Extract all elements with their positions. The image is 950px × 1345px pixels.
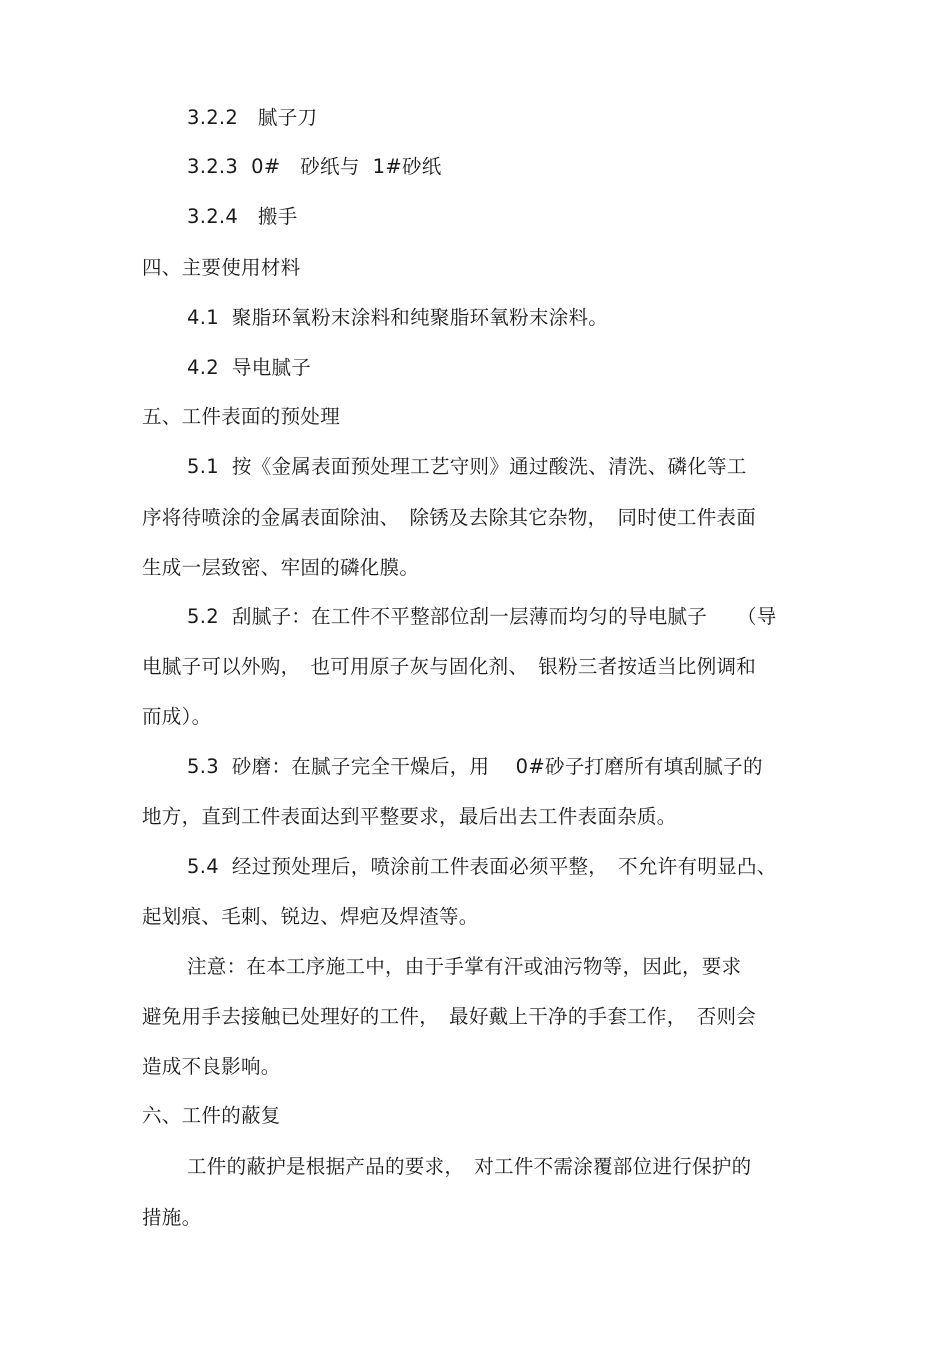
- note-line-3: 造成不良影响。: [142, 1055, 281, 1078]
- item-3-2-4: 3.2.4 搬手: [187, 205, 298, 228]
- item-4-1: 4.1 聚脂环氧粉末涂料和纯聚脂环氧粉末涂料。: [187, 306, 609, 329]
- section-5-heading: 五、工件表面的预处理: [142, 405, 341, 428]
- section-6-heading: 六、工件的蔽复: [142, 1104, 281, 1127]
- note-line-2: 避免用手去接触已处理好的工件， 最好戴上干净的手套工作， 否则会: [142, 1005, 757, 1028]
- para-5-3-line-2: 地方，直到工件表面达到平整要求，最后出去工件表面杂质。: [142, 805, 677, 828]
- item-3-2-2: 3.2.2 腻子刀: [187, 106, 318, 129]
- para-5-4-line-1: 5.4 经过预处理后，喷涂前工件表面必须平整， 不允许有明显凸、: [187, 855, 777, 878]
- para-6-line-2: 措施。: [142, 1206, 202, 1229]
- para-5-1-line-3: 生成一层致密、牢固的磷化膜。: [142, 556, 420, 579]
- section-4-heading: 四、主要使用材料: [142, 256, 301, 279]
- para-5-1-line-2: 序将待喷涂的金属表面除油、 除锈及去除其它杂物， 同时使工件表面: [142, 506, 757, 529]
- para-5-3-line-1: 5.3 砂磨：在腻子完全干燥后，用 0#砂子打磨所有填刮腻子的: [187, 755, 763, 778]
- para-5-1-line-1: 5.1 按《金属表面预处理工艺守则》通过酸洗、清洗、磷化等工: [187, 455, 747, 478]
- item-3-2-3: 3.2.3 0# 砂纸与 1#砂纸: [187, 155, 442, 178]
- para-5-2-line-2: 电腻子可以外购， 也可用原子灰与固化剂、 银粉三者按适当比例调和: [142, 655, 757, 678]
- para-5-2-line-3: 而成）。: [142, 705, 212, 728]
- item-4-2: 4.2 导电腻子: [187, 356, 312, 379]
- para-5-2-line-1: 5.2 刮腻子：在工件不平整部位刮一层薄而均匀的导电腻子 （导: [187, 605, 777, 628]
- para-6-line-1: 工件的蔽护是根据产品的要求， 对工件不需涂覆部位进行保护的: [187, 1155, 752, 1178]
- para-5-4-line-2: 起划痕、毛刺、锐边、焊疤及焊渣等。: [142, 905, 479, 928]
- note-line-1: 注意：在本工序施工中，由于手掌有汗或油污物等，因此，要求: [187, 955, 742, 978]
